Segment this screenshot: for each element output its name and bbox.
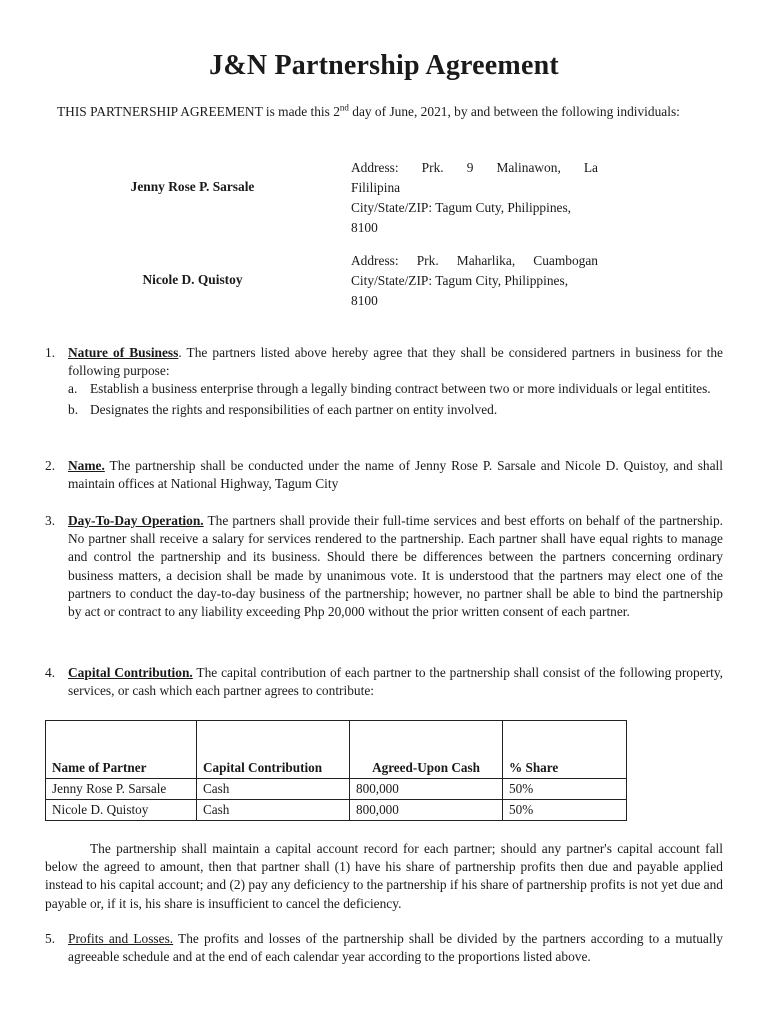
table-header-contribution: Capital Contribution <box>197 721 350 779</box>
section-1-text: . The partners listed above hereby agree that they shall be considered partners in business for the following purpose: <box>68 345 724 379</box>
partner-2-city-line1: City/State/ZIP: Tagum City, Philippines, <box>351 273 569 288</box>
section-1-item-b-letter: b. <box>68 401 79 417</box>
table-row <box>46 800 627 821</box>
section-4 <box>45 664 723 700</box>
partner-1-address-line1: Address: Prk. 9 Malinawon, La <box>351 160 598 175</box>
table-cell-partner: Jenny Rose P. Sarsale <box>46 779 197 800</box>
section-4-number: 4. <box>45 665 56 680</box>
partner-1-address-line2: Fililipina <box>351 180 401 195</box>
partner-1-name: Jenny Rose P. Sarsale <box>130 179 255 194</box>
section-5-heading: Profits and Losses. <box>68 931 174 946</box>
intro-text-before: THIS PARTNERSHIP AGREEMENT is made this 2 <box>57 104 340 119</box>
section-3-number: 3. <box>45 513 56 528</box>
table-cell-cash: 800,000 <box>350 779 503 800</box>
section-2-number: 2. <box>45 458 56 473</box>
section-1-item-b-text: Designates the rights and responsibilities of each partner on entity involved. <box>90 401 498 417</box>
capital-account-text: The partnership shall maintain a capital account record for each partner; should any partner's capital account fall below the agreed to amount, then that partner shall (1) have his share of partnership profits then due and payable applied instead to his capital account; and (2) pay any deficiency to the partnership if his share of partnership profits is not yet due and payable or, if it is, his share is insufficient to cancel the deficiency. <box>45 841 723 911</box>
section-5-text: The profits and losses of the partnership shall be divided by the partners according to a mutually agreeable schedule and at the end of each calendar year according to the proportions listed above. <box>68 931 723 965</box>
section-4-text: The capital contribution of each partner to the partnership shall consist of the following property, services, or cash which each partner agrees to contribute: <box>68 665 723 699</box>
partner-1-city-line1: City/State/ZIP: Tagum Cuty, Philippines, <box>351 200 572 215</box>
section-3 <box>45 512 723 621</box>
partner-1-address <box>351 158 598 238</box>
section-1-body <box>68 344 723 380</box>
section-2-text: The partnership shall be conducted under the name of Jenny Rose P. Sarsale and Nicole D. Quistoy, and shall maintain offices at National Highway, Tagum City <box>68 458 723 492</box>
section-2-body <box>68 457 723 493</box>
table-header-row <box>46 721 627 779</box>
table-row <box>46 779 627 800</box>
table-header-name: Name of Partner <box>46 721 197 779</box>
section-1-item-b <box>68 401 723 419</box>
section-3-body <box>68 512 723 621</box>
table-cell-share: 50% <box>503 800 627 821</box>
section-3-text: The partners shall provide their full-time services and best efforts on behalf of the partnership. No partner shall receive a salary for services rendered to the partnership. Each partner shall have equal rights to manage and control the partnership and its business. Should there be differences between the partners concerning ordinary business matters, a decision shall be made by unanimous vote. It is understood that the partners may elect one of the partners to conduct the day-to-day business of the partnership; however, no partner shall be able to bind the partnership by act or contract to any liability exceeding Php 20,000 without the prior written consent of each partner. <box>68 513 723 620</box>
section-2-heading: Name. <box>68 458 105 473</box>
capital-account-paragraph <box>45 840 723 913</box>
table-cell-contribution: Cash <box>197 800 350 821</box>
section-1-heading: Nature of Business <box>68 345 179 360</box>
table-cell-partner: Nicole D. Quistoy <box>46 800 197 821</box>
section-1-item-a-text: Establish a business enterprise through a legally binding contract between two or more individuals or legal entitites. <box>90 381 711 397</box>
section-1-item-a <box>68 380 723 398</box>
section-3-heading: Day-To-Day Operation. <box>68 513 204 528</box>
document-title: J&N Partnership Agreement <box>209 50 559 81</box>
section-4-body <box>68 664 723 700</box>
section-5-body <box>68 930 723 966</box>
section-4-heading: Capital Contribution. <box>68 665 193 680</box>
section-1-number: 1. <box>45 345 56 360</box>
partner-1-city-line2: 8100 <box>351 220 378 235</box>
partner-2-name: Nicole D. Quistoy <box>142 272 243 287</box>
intro-paragraph <box>45 102 722 121</box>
capital-contribution-table <box>45 720 627 821</box>
section-5-number: 5. <box>45 931 56 946</box>
partner-2-address-line1: Address: Prk. Maharlika, Cuambogan <box>351 253 598 268</box>
section-1-item-a-letter: a. <box>68 381 78 397</box>
intro-superscript: nd <box>339 102 349 113</box>
section-1 <box>45 344 723 419</box>
table-header-cash: Agreed-Upon Cash <box>350 721 503 779</box>
partner-2-city-line2: 8100 <box>351 293 378 308</box>
table-cell-contribution: Cash <box>197 779 350 800</box>
partner-2-address <box>351 251 598 311</box>
section-2 <box>45 457 723 493</box>
table-cell-cash: 800,000 <box>350 800 503 821</box>
table-header-share: % Share <box>503 721 627 779</box>
table-cell-share: 50% <box>503 779 627 800</box>
intro-text-after: day of June, 2021, by and between the following individuals: <box>348 104 680 119</box>
section-5 <box>45 930 723 966</box>
